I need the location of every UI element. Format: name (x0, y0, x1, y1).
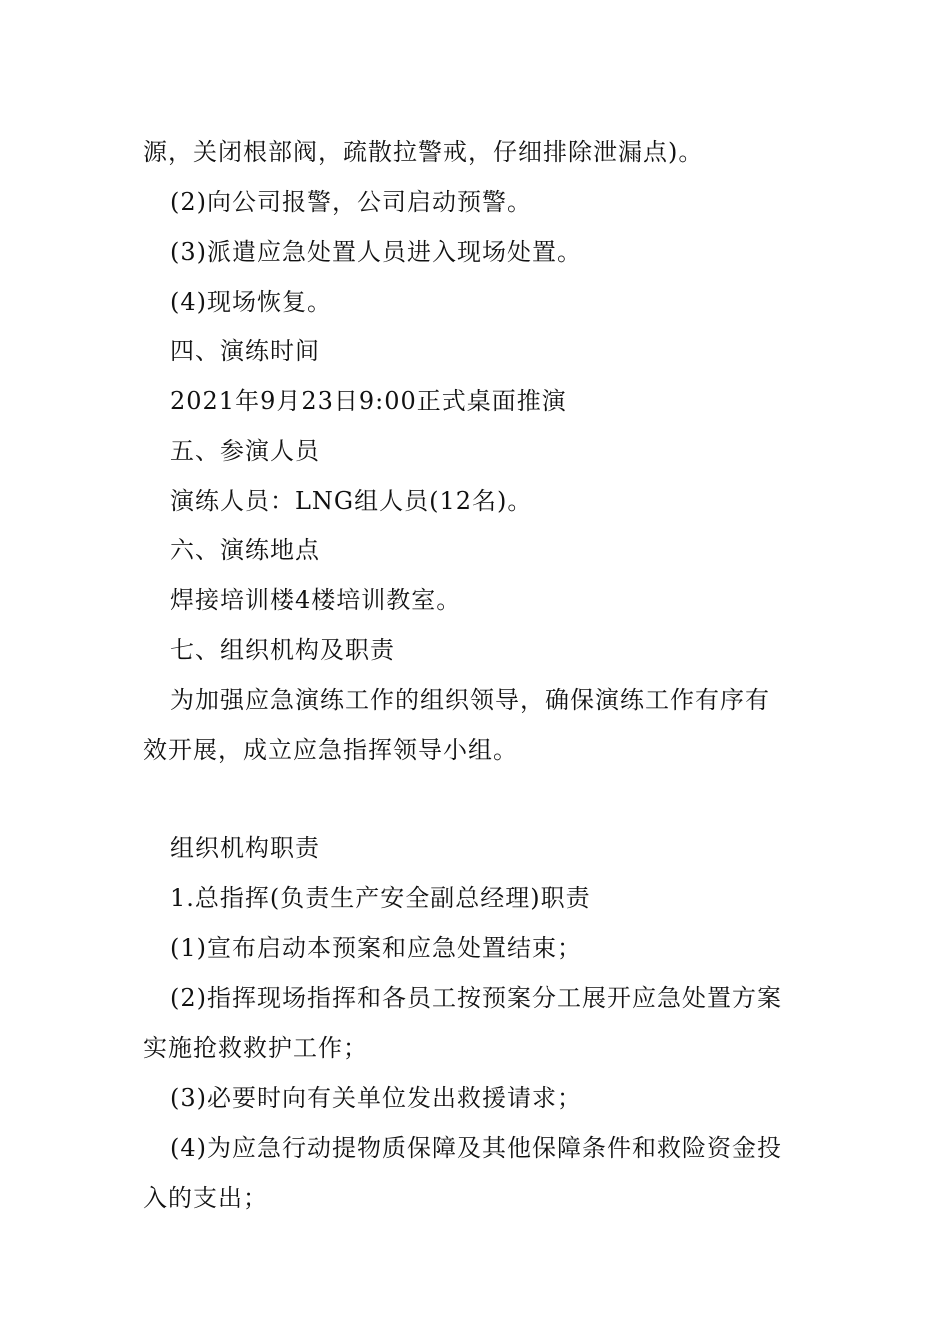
section-heading: 七、组织机构及职责 (170, 636, 395, 664)
paragraph-line: 演练人员：LNG组人员(12名)。 (170, 487, 533, 515)
paragraph-line: (1)宣布启动本预案和应急处置结束； (170, 934, 582, 962)
subsection-heading: 组织机构职责 (170, 834, 320, 862)
paragraph-line: 源，关闭根部阀，疏散拉警戒，仔细排除泄漏点)。 (143, 138, 704, 166)
paragraph-line: 为加强应急演练工作的组织领导，确保演练工作有序有 (170, 686, 770, 714)
paragraph-line: (2)指挥现场指挥和各员工按预案分工展开应急处置方案 (170, 984, 782, 1012)
paragraph-line: (4)现场恢复。 (170, 288, 332, 316)
paragraph-line: 实施抢救救护工作； (143, 1034, 368, 1062)
section-heading: 五、参演人员 (170, 437, 320, 465)
paragraph-line: 效开展，成立应急指挥领导小组。 (143, 736, 518, 764)
paragraph-line: (4)为应急行动提物质保障及其他保障条件和救险资金投 (170, 1134, 782, 1162)
paragraph-line: 焊接培训楼4楼培训教室。 (170, 586, 462, 614)
paragraph-line: (3)派遣应急处置人员进入现场处置。 (170, 238, 582, 266)
paragraph-line: (2)向公司报警，公司启动预警。 (170, 188, 532, 216)
paragraph-line: 入的支出； (143, 1184, 268, 1212)
paragraph-line: 2021年9月23日9:00正式桌面推演 (170, 387, 567, 415)
section-heading: 四、演练时间 (170, 337, 320, 365)
paragraph-line: (3)必要时向有关单位发出救援请求； (170, 1084, 582, 1112)
paragraph-line: 1.总指挥(负责生产安全副总经理)职责 (170, 884, 591, 912)
section-heading: 六、演练地点 (170, 536, 320, 564)
